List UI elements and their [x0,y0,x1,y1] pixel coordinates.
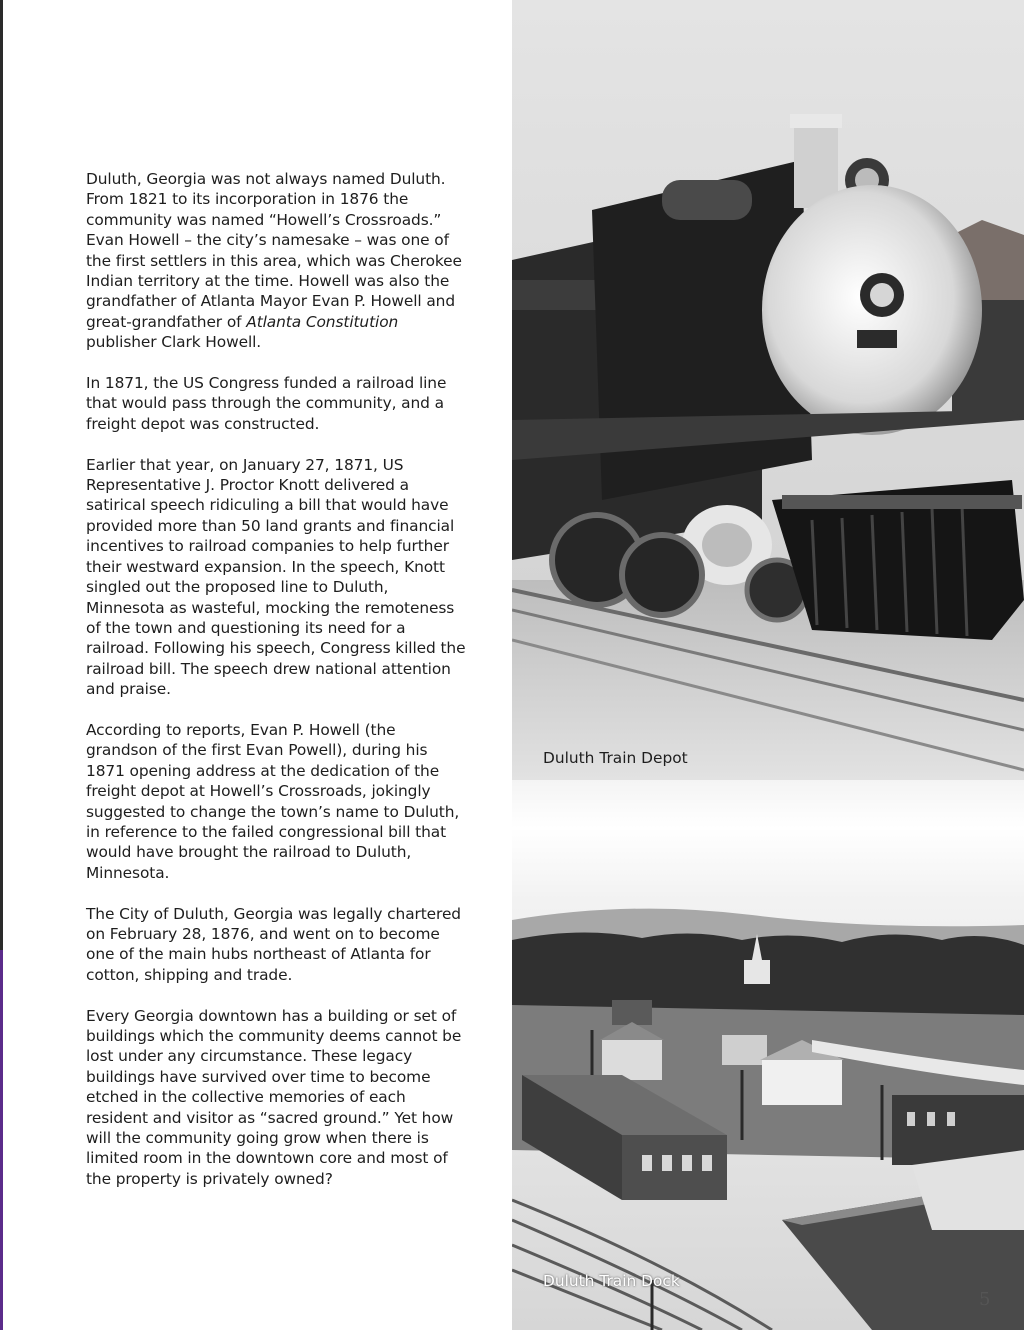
train-depot-caption: Duluth Train Depot [543,749,688,767]
page-edge-accent [0,950,3,1330]
train-illustration [512,0,1024,780]
train-dock-caption: Duluth Train Dock [543,1272,680,1290]
article-body [86,169,470,1210]
article-paragraph-6: Every Georgia downtown has a building or set of buildings which the community deems cannot be lost under any circumstance. These legacy buildings have survived over time to become etched in the collective memories of each resident and visitor as “sacred ground.” Yet how will the community going grow when there is limited room in the downtown core and most of the property is privately owned? [86,1006,462,1188]
newspaper-title: Atlanta Constitution [246,312,399,331]
train-dock-photo [512,900,1024,1330]
page-edge-rule [0,0,3,950]
paragraph-1-tail: publisher Clark Howell. [86,333,262,352]
article-paragraph-2: In 1871, the US Congress funded a railroad line that would pass through the community, and a freight depot was constructed. [86,374,447,433]
article-paragraph-1 [86,169,470,353]
town-illustration [512,900,1024,1330]
article-paragraph-3: Earlier that year, on January 27, 1871, US Representative J. Proctor Knott delivered a satirical speech ridiculing a bill that would have provided more than 50 land grants and financial incentives to railroad companies to help further their westward expansion. In the speech, Knott singled out the proposed line to Duluth, Minnesota as wasteful, mocking the remoteness of the town and questioning its need for a railroad. Following his speech, Congress killed the railroad bill. The speech drew national attention and praise. [86,455,466,699]
article-paragraph-5: The City of Duluth, Georgia was legally chartered on February 28, 1876, and went on to become one of the main hubs northeast of Atlanta for cotton, shipping and trade. [86,904,461,984]
page-number: 5 [979,1289,991,1310]
paragraph-1-text: Duluth, Georgia was not always named Duluth. From 1821 to its incorporation in 1876 the community was named “Howell’s Crossroads.” Evan Howell – the city’s namesake – was one of the first settlers in this area, which was Cherokee Indian territory at the time. Howell was also the grandfather of Atlanta Mayor Evan P. Howell and great-grandfather of [86,170,462,331]
article-paragraph-4: According to reports, Evan P. Howell (the grandson of the first Evan Powell), during his 1871 opening address at the dedication of the freight depot at Howell’s Crossroads, jokingly suggested to change the town’s name to Duluth, in reference to the failed congressional bill that would have brought the railroad to Duluth, Minnesota. [86,720,460,882]
train-depot-photo [512,0,1024,780]
photo-gap [512,780,1024,900]
